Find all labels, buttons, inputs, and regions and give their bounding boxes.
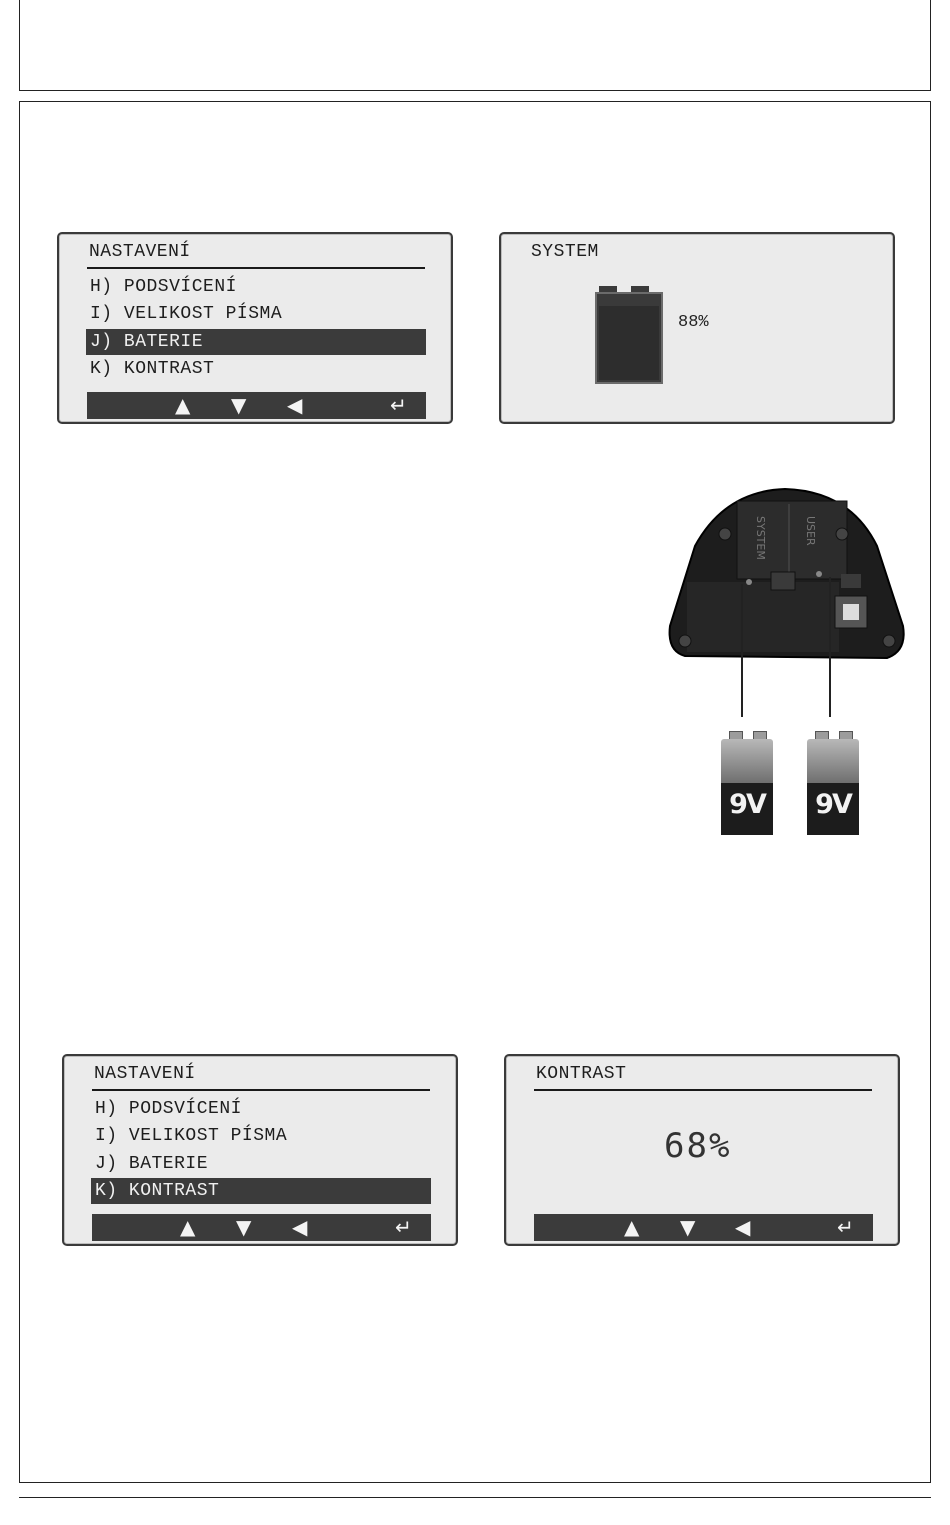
arrow-down-icon[interactable]: ▼ (680, 1215, 696, 1239)
menu-item-podsviceni[interactable]: H) PODSVÍCENÍ (90, 277, 237, 297)
arrow-left-icon[interactable]: ◀ (735, 1215, 751, 1239)
battery-label: 9V (815, 789, 851, 820)
nav-bar (534, 1214, 873, 1241)
compartment-label-user: USER (804, 516, 817, 546)
header-frame (19, 0, 931, 91)
arrow-up-icon[interactable]: ▲ (624, 1215, 640, 1239)
screen-title: KONTRAST (536, 1064, 627, 1084)
lcd-system-battery (499, 232, 895, 424)
lcd-contrast (504, 1054, 900, 1246)
menu-item-baterie[interactable]: J) BATERIE (95, 1154, 209, 1174)
battery-9v-system (721, 739, 773, 835)
menu-item-baterie[interactable]: J) BATERIE (86, 329, 426, 355)
enter-icon[interactable]: ↵ (837, 1215, 854, 1239)
title-underline (534, 1089, 872, 1091)
footer-rule (19, 1497, 931, 1498)
battery-9v-user (807, 739, 859, 835)
screen-title: SYSTEM (531, 242, 599, 262)
battery-level: 88% (678, 313, 709, 332)
callout-line-user (829, 577, 831, 717)
arrow-down-icon[interactable]: ▼ (236, 1215, 252, 1239)
arrow-left-icon[interactable]: ◀ (287, 393, 303, 417)
menu-item-kontrast[interactable]: K) KONTRAST (90, 359, 215, 379)
enter-icon[interactable]: ↵ (395, 1215, 412, 1239)
menu-item-kontrast[interactable]: K) KONTRAST (91, 1178, 431, 1204)
arrow-up-icon[interactable]: ▲ (180, 1215, 196, 1239)
nav-bar (92, 1214, 431, 1241)
screen-title: NASTAVENÍ (94, 1064, 196, 1084)
battery-label: 9V (729, 789, 765, 820)
arrow-left-icon[interactable]: ◀ (292, 1215, 308, 1239)
battery-fill (599, 306, 659, 380)
enter-icon[interactable]: ↵ (390, 393, 407, 417)
battery-cap (721, 739, 773, 783)
menu-item-velikost-pisma[interactable]: I) VELIKOST PÍSMA (90, 304, 283, 324)
nav-bar (87, 392, 426, 419)
menu-item-velikost-pisma[interactable]: I) VELIKOST PÍSMA (95, 1126, 288, 1146)
callout-line-system (741, 584, 743, 717)
compartment-label-system: SYSTEM (754, 516, 767, 560)
title-underline (87, 267, 425, 269)
battery-icon (595, 292, 663, 384)
lcd-settings-menu-kontrast (62, 1054, 458, 1246)
title-underline (92, 1089, 430, 1091)
device-rear-photo (665, 486, 910, 666)
lcd-settings-menu-baterie (57, 232, 453, 424)
screen-title: NASTAVENÍ (89, 242, 191, 262)
contrast-value: 68% (664, 1126, 732, 1166)
arrow-up-icon[interactable]: ▲ (175, 393, 191, 417)
menu-item-podsviceni[interactable]: H) PODSVÍCENÍ (95, 1099, 242, 1119)
arrow-down-icon[interactable]: ▼ (231, 393, 247, 417)
battery-cap (807, 739, 859, 783)
